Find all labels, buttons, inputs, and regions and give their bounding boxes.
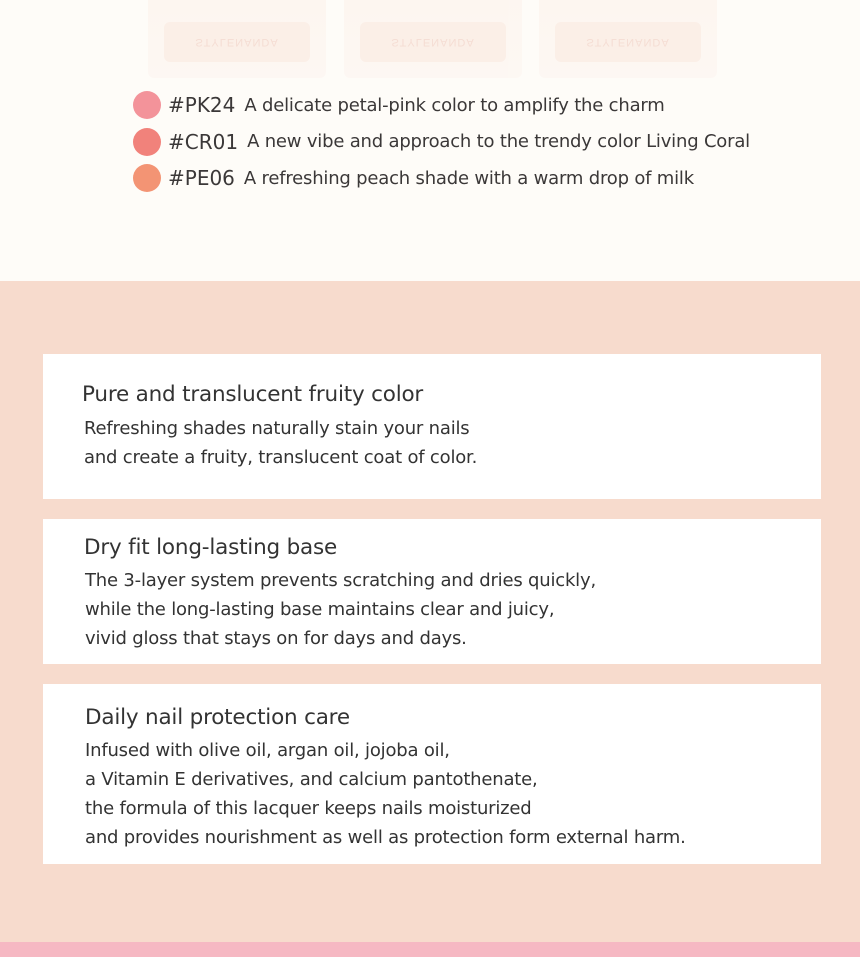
bottle-brand-text: STYLENANDA bbox=[195, 36, 279, 48]
shade-description: A refreshing peach shade with a warm drop of milk bbox=[243, 167, 694, 189]
feature-line: Refreshing shades naturally stain your nails bbox=[84, 418, 470, 439]
shade-item-pe06 bbox=[133, 160, 750, 197]
shade-swatch bbox=[133, 164, 161, 192]
bottle-brand-text: STYLENANDA bbox=[586, 36, 670, 48]
feature-title: Daily nail protection care bbox=[85, 705, 350, 730]
shade-code: #PK24 bbox=[168, 93, 236, 118]
feature-card-long-lasting-base bbox=[43, 519, 821, 664]
feature-line: and create a fruity, translucent coat of color. bbox=[84, 447, 478, 468]
shade-section bbox=[0, 0, 860, 281]
feature-line: Infused with olive oil, argan oil, jojoba oil, bbox=[85, 740, 450, 761]
bottle-image-1 bbox=[148, 0, 326, 78]
shade-code: #CR01 bbox=[168, 129, 239, 154]
feature-line: while the long-lasting base maintains clear and juicy, bbox=[85, 599, 555, 620]
feature-description bbox=[84, 414, 477, 472]
shade-list bbox=[133, 87, 750, 197]
feature-title: Dry fit long-lasting base bbox=[84, 535, 338, 560]
feature-card-nail-protection bbox=[43, 684, 821, 864]
bottle-image-2 bbox=[344, 0, 522, 78]
section-divider bbox=[0, 942, 860, 957]
feature-line: and provides nourishment as well as protection form external harm. bbox=[85, 827, 686, 848]
shade-item-cr01 bbox=[133, 124, 750, 161]
shade-swatch bbox=[133, 128, 161, 156]
shade-description: A delicate petal-pink color to amplify the charm bbox=[244, 94, 665, 116]
bottle-brand-text: STYLENANDA bbox=[391, 36, 475, 48]
shade-swatch bbox=[133, 91, 161, 119]
feature-title: Pure and translucent fruity color bbox=[82, 382, 424, 407]
feature-card-fruity-color bbox=[43, 354, 821, 499]
shade-item-pk24 bbox=[133, 87, 750, 124]
feature-line: a Vitamin E derivatives, and calcium pantothenate, bbox=[85, 769, 538, 790]
feature-line: The 3-layer system prevents scratching and dries quickly, bbox=[85, 570, 596, 591]
shade-code: #PE06 bbox=[168, 166, 235, 191]
feature-line: vivid gloss that stays on for days and days. bbox=[85, 628, 467, 649]
bottle-image-3 bbox=[539, 0, 717, 78]
feature-description bbox=[85, 736, 686, 852]
shade-description: A new vibe and approach to the trendy color Living Coral bbox=[247, 131, 750, 153]
feature-line: the formula of this lacquer keeps nails moisturized bbox=[85, 798, 532, 819]
feature-description bbox=[85, 566, 596, 653]
